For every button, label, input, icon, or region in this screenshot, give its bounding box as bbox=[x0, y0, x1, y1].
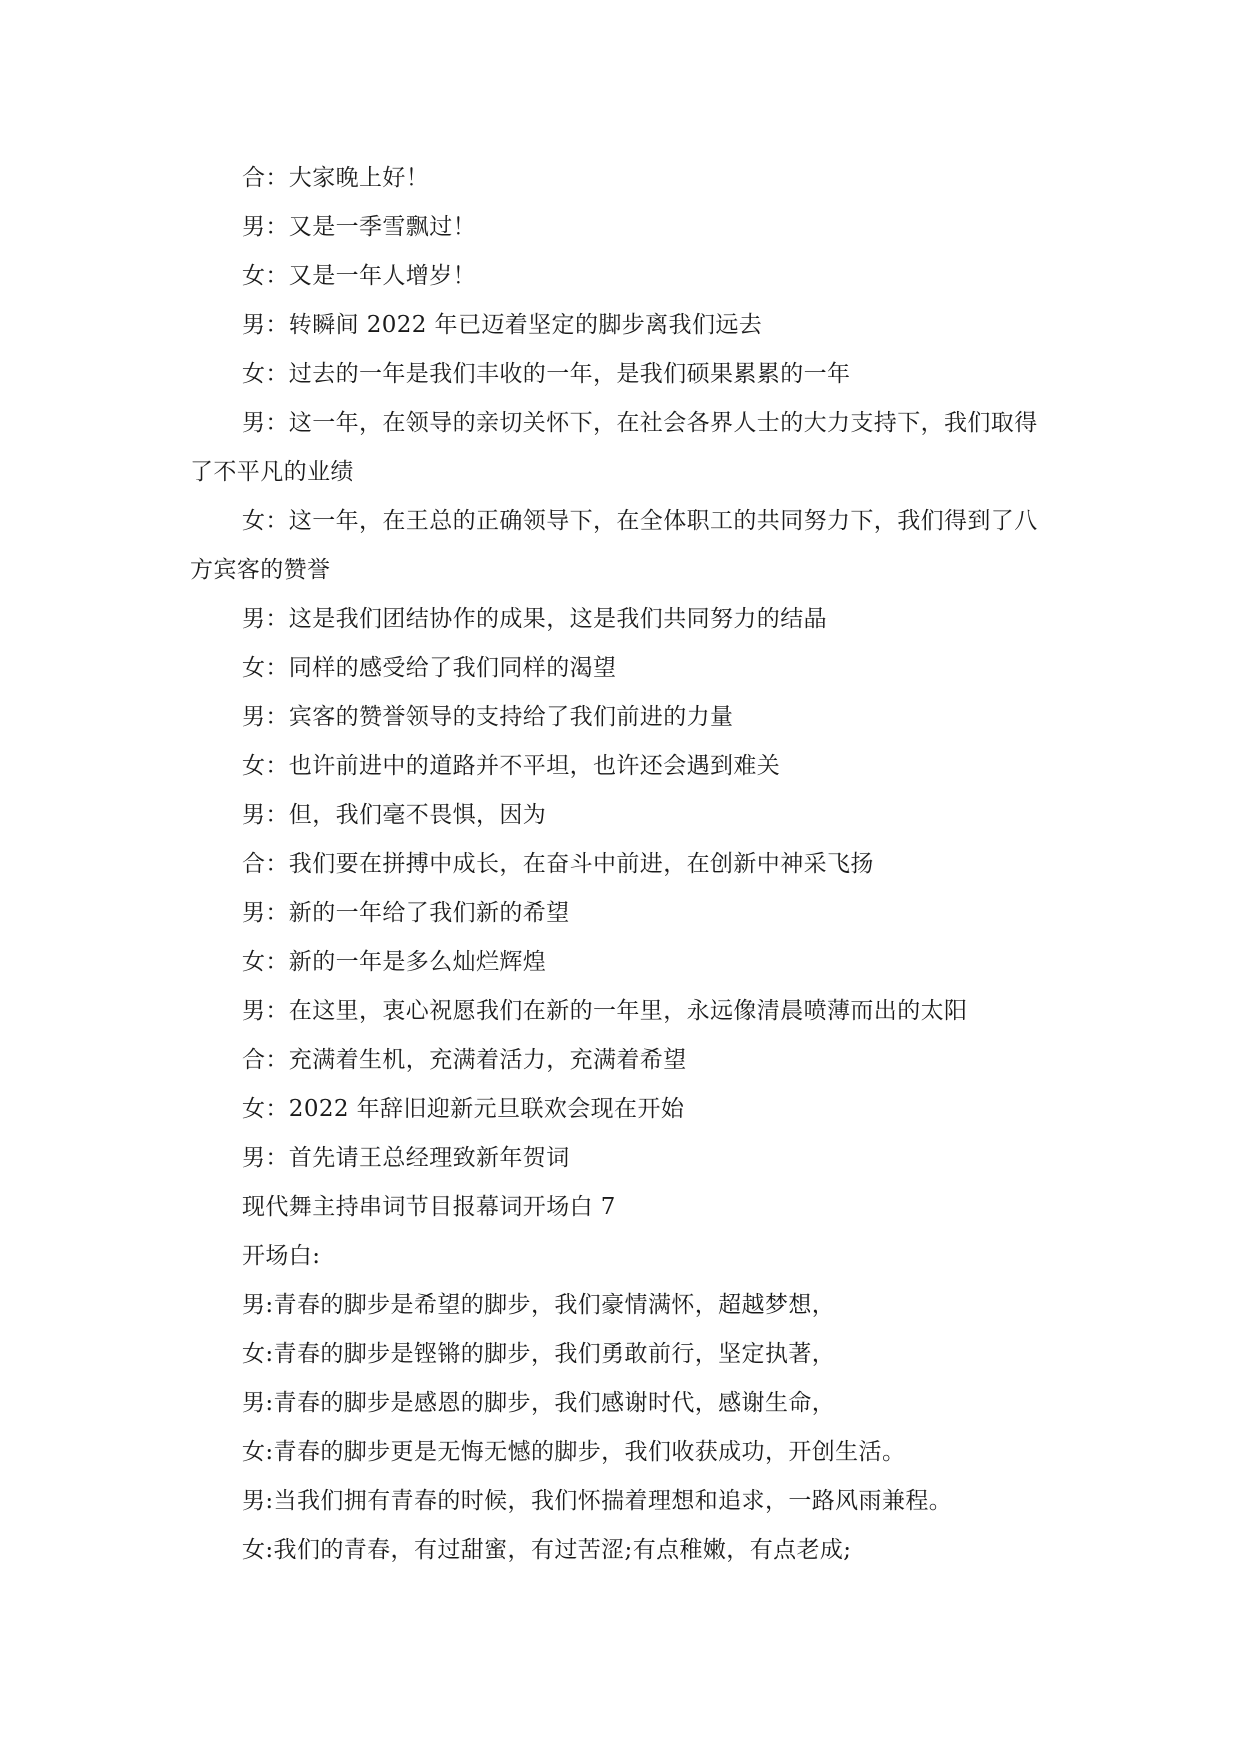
dialogue-line: 男：但，我们毫不畏惧，因为 bbox=[242, 802, 547, 828]
dialogue-line: 男:青春的脚步是希望的脚步，我们豪情满怀，超越梦想， bbox=[242, 1292, 836, 1318]
dialogue-line: 男:当我们拥有青春的时候，我们怀揣着理想和追求，一路风雨兼程。 bbox=[242, 1488, 953, 1514]
dialogue-line: 女：同样的感受给了我们同样的渴望 bbox=[242, 655, 617, 681]
dialogue-line: 女：这一年，在王总的正确领导下，在全体职工的共同努力下，我们得到了八方宾客的赞誉 bbox=[190, 508, 1038, 583]
dialogue-line: 男：宾客的赞誉领导的支持给了我们前进的力量 bbox=[242, 704, 734, 730]
dialogue-line: 女:青春的脚步是铿锵的脚步，我们勇敢前行，坚定执著， bbox=[242, 1341, 836, 1367]
dialogue-line: 男：这一年，在领导的亲切关怀下，在社会各界人士的大力支持下，我们取得了不平凡的业绩 bbox=[190, 410, 1038, 485]
dialogue-line: 男:青春的脚步是感恩的脚步，我们感谢时代，感谢生命， bbox=[242, 1390, 836, 1416]
dialogue-line: 男：转瞬间 2022 年已迈着坚定的脚步离我们远去 bbox=[242, 312, 763, 338]
document-body bbox=[190, 154, 1045, 1575]
dialogue-line: 男：又是一季雪飘过！ bbox=[242, 214, 476, 240]
dialogue-line: 女：又是一年人增岁！ bbox=[242, 263, 476, 289]
dialogue-line: 男：首先请王总经理致新年贺词 bbox=[242, 1145, 570, 1171]
dialogue-line: 男：这是我们团结协作的成果，这是我们共同努力的结晶 bbox=[242, 606, 827, 632]
dialogue-line: 女：2022 年辞旧迎新元旦联欢会现在开始 bbox=[242, 1096, 685, 1122]
dialogue-line: 女:我们的青春，有过甜蜜，有过苦涩;有点稚嫩，有点老成; bbox=[242, 1537, 852, 1563]
dialogue-line: 合：充满着生机，充满着活力，充满着希望 bbox=[242, 1047, 687, 1073]
dialogue-line: 合：我们要在拼搏中成长，在奋斗中前进，在创新中神采飞扬 bbox=[242, 851, 874, 877]
dialogue-line: 女:青春的脚步更是无悔无憾的脚步，我们收获成功，开创生活。 bbox=[242, 1439, 906, 1465]
dialogue-line: 女：过去的一年是我们丰收的一年，是我们硕果累累的一年 bbox=[242, 361, 851, 387]
dialogue-line: 女：新的一年是多么灿烂辉煌 bbox=[242, 949, 547, 975]
dialogue-line: 合：大家晚上好！ bbox=[242, 165, 430, 191]
dialogue-line: 女：也许前进中的道路并不平坦，也许还会遇到难关 bbox=[242, 753, 781, 779]
dialogue-line: 男：新的一年给了我们新的希望 bbox=[242, 900, 570, 926]
dialogue-line: 男：在这里，衷心祝愿我们在新的一年里，永远像清晨喷薄而出的太阳 bbox=[242, 998, 968, 1024]
section-subtitle: 开场白: bbox=[242, 1243, 321, 1269]
section-title: 现代舞主持串词节目报幕词开场白 7 bbox=[242, 1194, 616, 1220]
